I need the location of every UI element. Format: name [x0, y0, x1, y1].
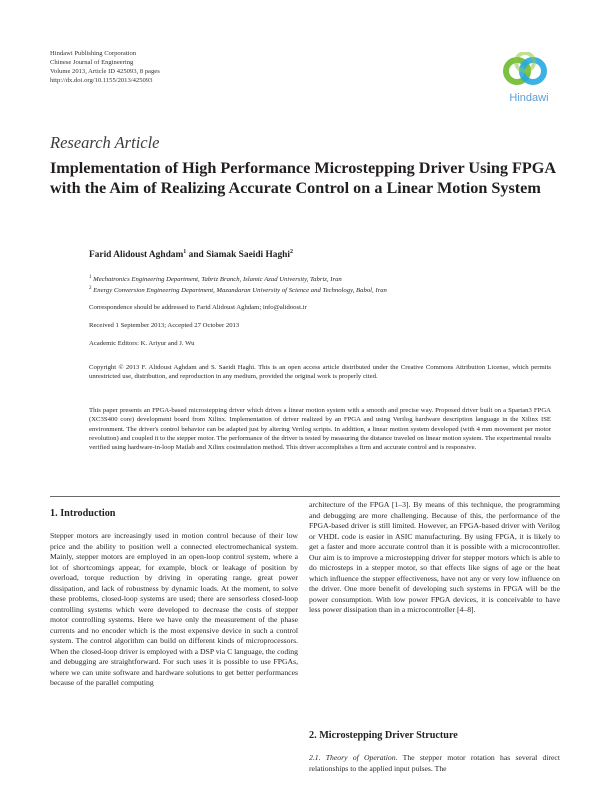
publisher-name: Hindawi Publishing Corporation — [50, 50, 137, 57]
subsection-text: The stepper motor rotation has several direct relationships to the applied input pulses. The — [309, 753, 562, 773]
article-type: Research Article — [50, 133, 160, 152]
right-column — [309, 500, 560, 616]
affiliation-number: 1 — [89, 275, 92, 280]
section-heading-microstepping: 2. Microstepping Driver Structure — [309, 730, 458, 741]
correspondence: Correspondence should be addressed to Farid Alidoust Aghdam; info@alidoost.ir — [89, 304, 307, 311]
author-name: Siamak Saeidi Haghi — [206, 250, 290, 261]
received-date: Received 1 September 2013; Accepted 27 October 2013 — [89, 322, 240, 329]
section-heading-introduction: 1. Introduction — [50, 508, 116, 519]
affiliation-text: Energy Conversion Engineering Department, Mazandaran University of Science and Technology, Babol, Iran — [93, 287, 387, 295]
subsection-label: 2.1. Theory of Operation. — [309, 753, 398, 762]
abstract: This paper presents an FPGA-based microstepping driver which drives a linear motion system with a smooth and precise way. Proposed driver built on a Spartan3 FPGA (XC3S400 core) development board from Xilinx. Implementation of driver realized by an FPGA and using Verilog hardware description language in the Xilinx ISE environment. The driver's control behavior can be adapted just by altering Verilog scripts. In addition, a linear motion system developed (with 4 mm movement per motor revolution) and coupled it to the stepper motor. The performance of the driver is tested by measuring the distance traveled on linear motion system. The experimental results verified using hardware-in-loop Matlab and Xilinx cosimulation method. This driver accomplishes a firm and accurate control and is responsive. — [89, 407, 551, 452]
introduction-body — [50, 531, 298, 689]
copyright-notice: Copyright © 2013 F. Alidoust Aghdam and S. Saeidi Haghi. This is an open access article distributed under the Creative Commons Attribution License, which permits unrestricted use, distribution, and reproduction in any medium, provided the original work is properly cited. — [89, 364, 551, 381]
journal-name: Chinese Journal of Engineering — [50, 59, 134, 66]
affiliation-marker: 2 — [290, 249, 293, 255]
paragraph: Stepper motors are increasingly used in motion control because of their low price and the ability to position well a connected electromechanical system. Mainly, stepper motors are employed in an open-loop control system, where a lot of shortcomings appear, for example, block or leakage of position by overload, torque reduction by driving in operating range, great power dissipation, and lack of robustness by dynamic loads. At the moment, to solve these problems, closed-loop systems are used; there are sensorless closed-loop controlling systems which were developed to decrease the costs of stepper motor controlling systems. Here we have only the measurement of the phase currents and no encoder which is the most expensive device in such a control system. The control algorithm can build on different kinds of microprocessors. When the closed-loop driver is employed with a DSP via C language, the coding and debugging are straightforward. For such uses it is possible to use FPGAs, where we can unite software and hardware solutions to get better performances because of the parallel computing — [50, 531, 298, 687]
subsection-paragraph — [309, 753, 560, 774]
affiliation — [89, 273, 342, 284]
affiliation-marker: 1 — [183, 249, 187, 255]
author-conjunction: and — [186, 250, 207, 261]
section-divider — [50, 496, 560, 497]
doi-link[interactable]: http://dx.doi.org/10.1155/2013/425093 — [50, 77, 153, 84]
publication-info — [50, 49, 160, 85]
affiliation-text: Mechatronics Engineering Department, Tabriz Branch, Islamic Azad University, Tabriz, Iran — [93, 276, 342, 284]
affiliation-number: 2 — [89, 286, 92, 291]
hindawi-logo-text: Hindawi — [509, 92, 549, 104]
author-list — [89, 249, 293, 260]
paragraph: architecture of the FPGA [1–3]. By means of this technique, the programming and debugging are more challenging. Because of this, the performance of the FPGA-based driver is still limited. However, an FPGA-based driver with Verilog or VHDL code is easier in ASIC manufacturing. By using FPGA, it is likely to get a faster and more accurate control than it is possible with a microcontroller. Our aim is to improve a microstepping driver for stepper motors which is able to do microsteps in a stepper motor, so that effects like signs of age or the heat which influence the stepper effectiveness, have not any or very low influence on the driver. One more benefit of developing such systems in FPGA will be the power consumption. With low power FPGA devices, it is conceivable to have less power dissipation than in a microcontroller [4–8]. — [309, 500, 560, 614]
affiliation — [89, 284, 387, 295]
author-name: Farid Alidoust Aghdam — [89, 250, 184, 261]
volume-info: Volume 2013, Article ID 425093, 8 pages — [50, 68, 160, 75]
academic-editors: Academic Editors: K. Ariyur and J. Wu — [89, 340, 195, 347]
paper-title: Implementation of High Performance Microstepping Driver Using FPGA with the Aim of Realizing Accurate Control on a Linear Motion System — [50, 159, 556, 197]
